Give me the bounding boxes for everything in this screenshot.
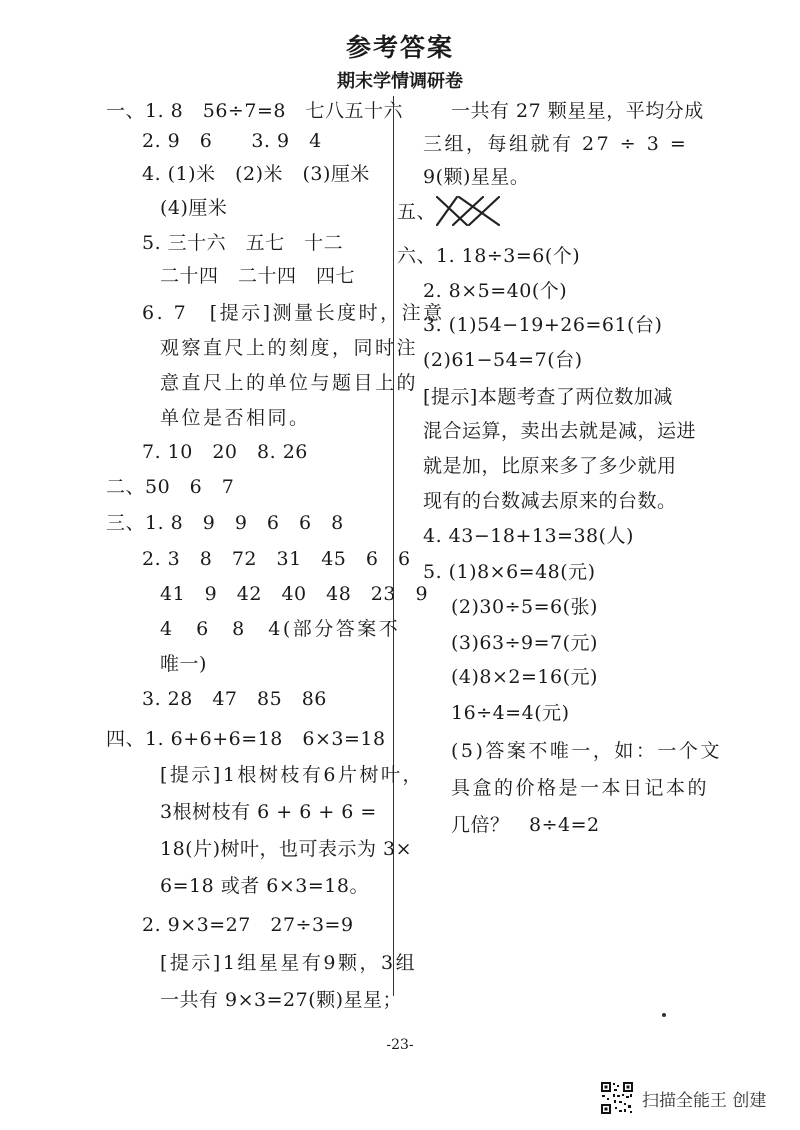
- answer-line: [提示]1根树枝有6片树叶，: [160, 764, 425, 786]
- answer-line: (2)61−54=7(台): [423, 349, 583, 371]
- page-number: -23-: [386, 1037, 414, 1053]
- answer-line: 3. (1)54−19+26=61(台): [423, 314, 663, 336]
- scanner-label: 扫描全能王 创建: [642, 1090, 767, 1111]
- answer-line: 16÷4=4(元): [451, 702, 570, 724]
- answer-line: [提示]本题考查了两位数加减: [423, 386, 673, 408]
- answer-line: (2)30÷5=6(张): [451, 596, 598, 618]
- answer-line: 4. 43−18+13=38(人): [423, 525, 634, 547]
- answer-line: 六、1. 18÷3=6(个): [397, 245, 581, 267]
- answer-line: 二、50 6 7: [106, 476, 235, 498]
- answer-line: 单位是否相同。: [160, 407, 311, 429]
- answer-line: 一、1. 8 56÷7=8 七八五十六: [106, 100, 403, 122]
- answer-line: 41 9 42 40 48 23 9: [160, 583, 429, 605]
- scanner-watermark: [600, 1080, 766, 1116]
- answer-line: (5)答案不唯一，如：一个文: [451, 740, 722, 762]
- answer-line: 4 6 8 4(部分答案不: [160, 618, 401, 640]
- answer-line: 四、1. 6+6+6=18 6×3=18: [106, 728, 386, 750]
- answer-line: 18(片)树叶，也可表示为 3×: [160, 838, 413, 860]
- answer-line: 9(颗)星星。: [423, 166, 530, 188]
- matching-lines-icon: [433, 193, 505, 229]
- answer-line: 意直尺上的单位与题目上的: [160, 372, 419, 394]
- answer-line: 就是加，比原来多了多少就用: [423, 455, 677, 477]
- answer-line: 具盒的价格是一本日记本的: [451, 777, 710, 799]
- page-subtitle: 期末学情调研卷: [337, 71, 463, 92]
- answer-line: 3. 28 47 85 86: [142, 688, 327, 710]
- answer-line: 现有的台数减去原来的台数。: [423, 490, 677, 512]
- answer-line: 2. 3 8 72 31 45 6 6: [142, 548, 411, 570]
- answer-line: 二十四 二十四 四七: [160, 265, 356, 287]
- answer-line: 一共有 27 颗星星，平均分成: [451, 100, 704, 122]
- answer-line: 6=18 或者 6×3=18。: [160, 875, 369, 897]
- answer-line: 一共有 9×3=27(颗)星星；: [160, 989, 403, 1011]
- answer-line: 7. 10 20 8. 26: [142, 441, 308, 463]
- scan-mark: [662, 1013, 666, 1017]
- answer-line: 几倍？ 8÷4=2: [451, 814, 600, 836]
- answer-line: [提示]1组星星有9颗，3组: [160, 952, 418, 974]
- answer-line: 3根树枝有 6 + 6 + 6 =: [160, 801, 377, 823]
- answer-line: 三组，每组就有 27 ÷ 3 =: [423, 133, 689, 155]
- answer-line: 混合运算，卖出去就是减，运进: [423, 420, 697, 442]
- answer-line: 4. (1)米 (2)米 (3)厘米: [142, 163, 370, 185]
- answer-line: 观察直尺上的刻度，同时注: [160, 337, 419, 359]
- answer-line: 5. (1)8×6=48(元): [423, 561, 596, 583]
- page-title: 参考答案: [345, 33, 454, 62]
- answer-line: (4)厘米: [160, 197, 228, 219]
- qr-code-icon: [600, 1081, 634, 1115]
- answer-line: 2. 9 6 3. 9 4: [142, 130, 322, 152]
- answer-line: (4)8×2=16(元): [451, 666, 598, 688]
- answer-line: (3)63÷9=7(元): [451, 632, 598, 654]
- answer-line: 五、: [397, 201, 437, 223]
- answer-line: 2. 8×5=40(个): [423, 280, 568, 302]
- answer-line: 6. 7 [提示]测量长度时，注意: [142, 302, 445, 324]
- answer-line: 唯一): [160, 653, 207, 675]
- answer-line: 三、1. 8 9 9 6 6 8: [106, 512, 344, 534]
- answer-line: 2. 9×3=27 27÷3=9: [142, 914, 354, 936]
- answer-line: 5. 三十六 五七 十二: [142, 232, 344, 254]
